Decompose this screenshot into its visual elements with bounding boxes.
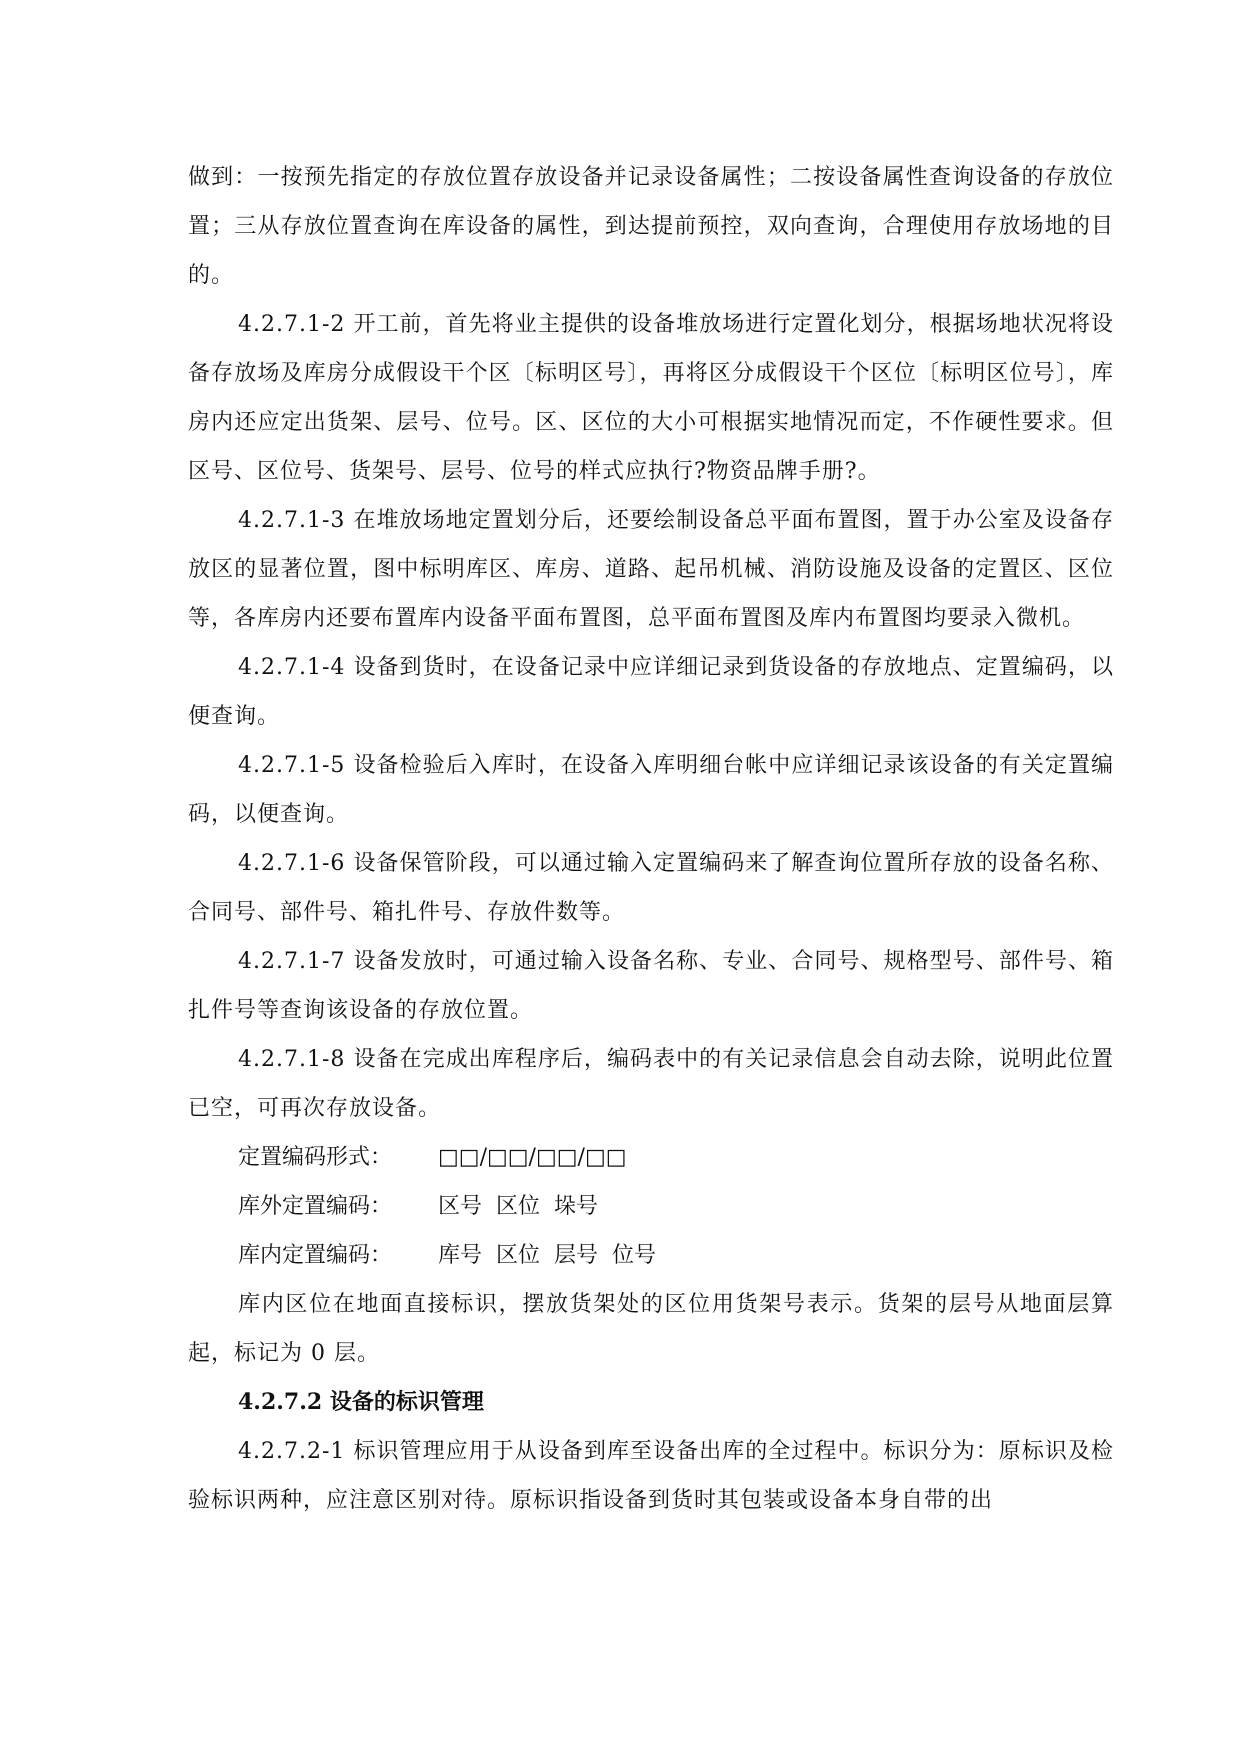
paragraph-4-2-7-1-4: 4.2.7.1-4 设备到货时，在设备记录中应详细记录到货设备的存放地点、定置编码，以便查询。: [188, 655, 1114, 729]
paragraph-4-2-7-1-7: 4.2.7.1-7 设备发放时，可通过输入设备名称、专业、合同号、规格型号、部件号、箱扎件号等查询该设备的存放位置。: [188, 949, 1114, 1023]
code-format-label: 定置编码形式：: [238, 1145, 393, 1170]
indoor-code-value: 库号 区位 层号 位号: [438, 1243, 656, 1268]
code-format-line: [188, 1133, 1114, 1182]
code-format-value: □□/□□/□□/□□: [438, 1145, 627, 1170]
indoor-code-line: [188, 1231, 1114, 1280]
paragraph-4-2-7-2-1: 4.2.7.2-1 标识管理应用于从设备到库至设备出库的全过程中。标识分为：原标识及检验标识两种，应注意区别对待。原标识指设备到货时其包装或设备本身自带的出: [188, 1439, 1114, 1513]
section-heading: 4.2.7.2 设备的标识管理: [238, 1389, 484, 1415]
outdoor-code-line: [188, 1182, 1114, 1231]
paragraph-shelf-note: 库内区位在地面直接标识，摆放货架处的区位用货架号表示。货架的层号从地面层算起，标记为 0 层。: [188, 1292, 1114, 1366]
paragraph-4-2-7-1-6: 4.2.7.1-6 设备保管阶段，可以通过输入定置编码来了解查询位置所存放的设备名称、合同号、部件号、箱扎件号、存放件数等。: [188, 851, 1114, 925]
outdoor-code-value: 区号 区位 垛号: [438, 1194, 598, 1219]
paragraph-4-2-7-1-8: 4.2.7.1-8 设备在完成出库程序后，编码表中的有关记录信息会自动去除，说明此位置已空，可再次存放设备。: [188, 1047, 1114, 1121]
paragraph-4-2-7-1-2: 4.2.7.1-2 开工前，首先将业主提供的设备堆放场进行定置化划分，根据场地状况将设备存放场及库房分成假设干个区〔标明区号〕，再将区分成假设干个区位〔标明区位号〕，库房内还应定出货架、层号、位号。区、区位的大小可根据实地情况而定，不作硬性要求。但区号、区位号、货架号、层号、位号的样式应执行?物资品牌手册?。: [188, 312, 1114, 484]
paragraph-4-2-7-1-5: 4.2.7.1-5 设备检验后入库时，在设备入库明细台帐中应详细记录该设备的有关定置编码，以便查询。: [188, 753, 1114, 827]
paragraph-4-2-7-1-3: 4.2.7.1-3 在堆放场地定置划分后，还要绘制设备总平面布置图，置于办公室及设备存放区的显著位置，图中标明库区、库房、道路、起吊机械、消防设施及设备的定置区、区位等，各库房内还要布置库内设备平面布置图，总平面布置图及库内布置图均要录入微机。: [188, 508, 1114, 631]
indoor-code-label: 库内定置编码：: [238, 1243, 393, 1268]
outdoor-code-label: 库外定置编码：: [238, 1194, 393, 1219]
paragraph-intro: 做到：一按预先指定的存放位置存放设备并记录设备属性；二按设备属性查询设备的存放位置；三从存放位置查询在库设备的属性，到达提前预控，双向查询，合理使用存放场地的目的。: [188, 165, 1114, 288]
document-page: [188, 153, 1114, 1525]
